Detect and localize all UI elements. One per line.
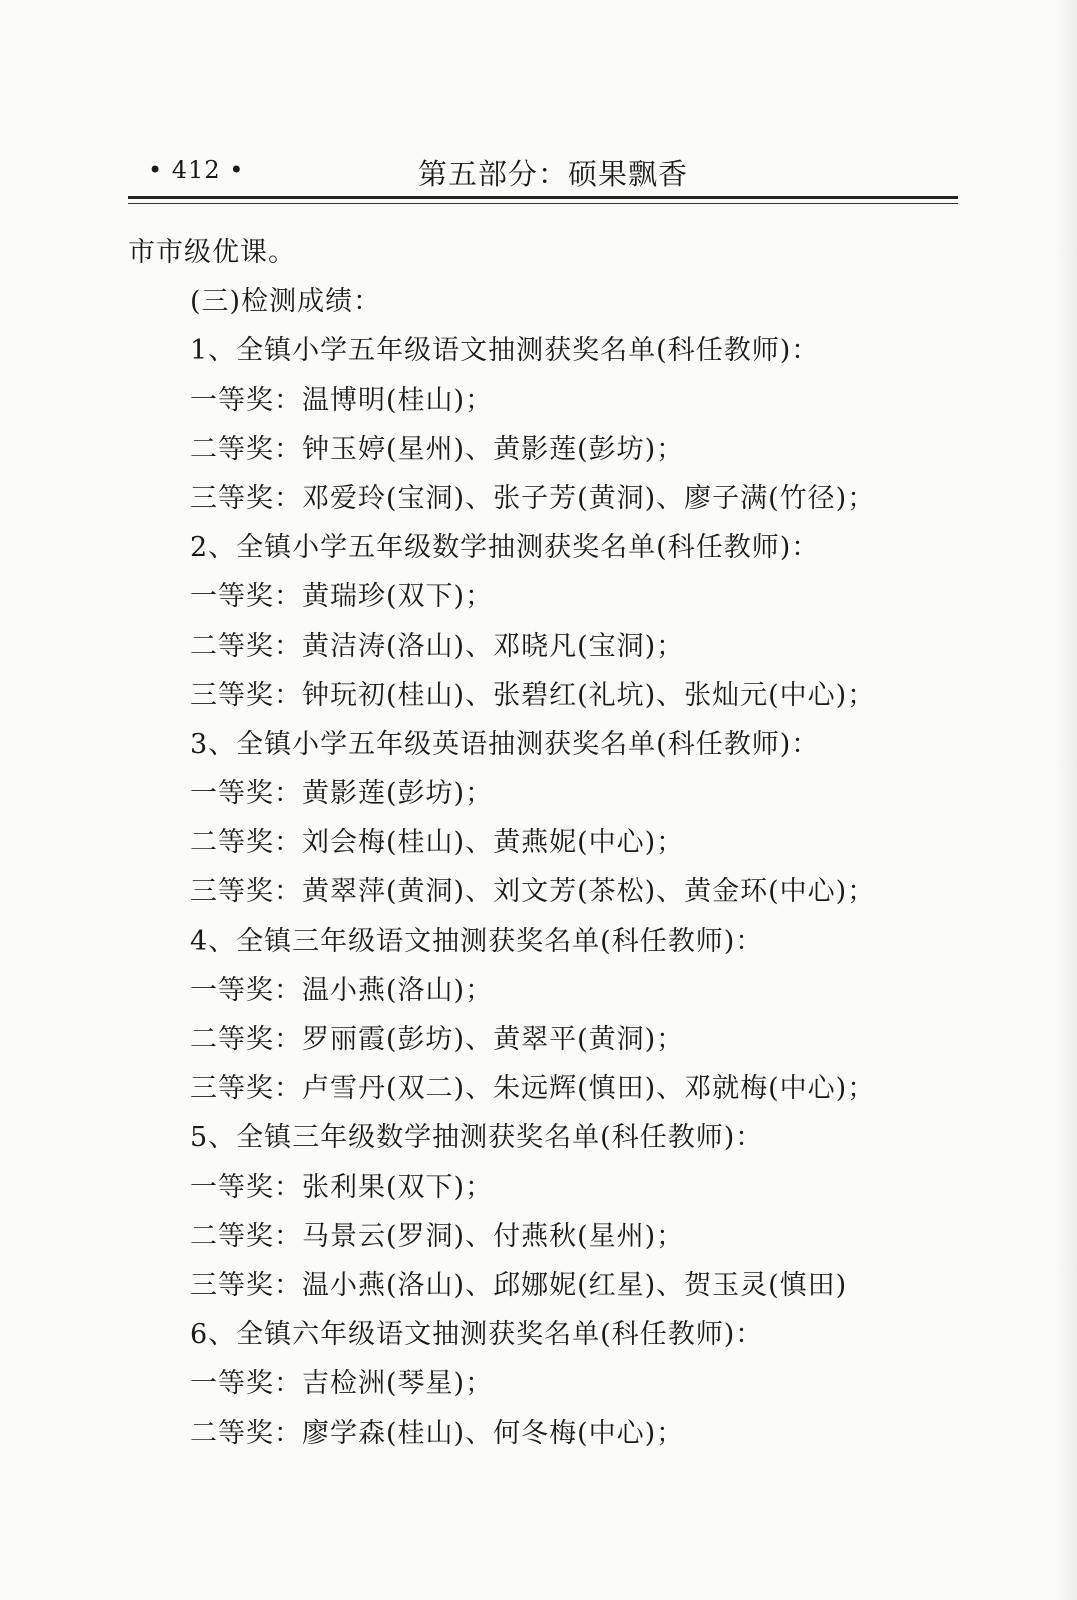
text-line: 市市级优课。	[128, 237, 296, 268]
text-line: 二等奖：钟玉婷(星州)、黄影莲(彭坊)；	[190, 433, 685, 465]
text-line: 二等奖：刘会梅(桂山)、黄燕妮(中心)；	[190, 827, 685, 859]
body-text	[128, 228, 958, 1458]
text-line: 5、全镇三年级数学抽测获奖名单(科任教师)：	[190, 1122, 764, 1154]
running-head: 第五部分：硕果飘香	[418, 157, 689, 191]
text-line: 3、全镇小学五年级英语抽测获奖名单(科任教师)：	[190, 728, 820, 760]
text-line: 三等奖：钟玩初(桂山)、张碧红(礼坑)、张灿元(中心)；	[190, 679, 876, 711]
text-line: 三等奖：温小燕(洛山)、邱娜妮(红星)、贺玉灵(慎田)	[190, 1269, 848, 1301]
text-line: 二等奖：罗丽霞(彭坊)、黄翠平(黄洞)；	[190, 1024, 685, 1055]
text-line: 二等奖：黄洁涛(洛山)、邓晓凡(宝洞)；	[190, 630, 685, 662]
text-line: 2、全镇小学五年级数学抽测获奖名单(科任教师)：	[190, 532, 820, 564]
text-line: 三等奖：邓爱玲(宝洞)、张子芳(黄洞)、廖子满(竹径)；	[190, 482, 876, 514]
page-edge-shadow	[1055, 0, 1077, 1600]
text-line: 二等奖：廖学森(桂山)、何冬梅(中心)；	[190, 1417, 685, 1449]
text-line: 一等奖：黄影莲(彭坊)；	[190, 778, 494, 810]
text-line: 一等奖：温小燕(洛山)；	[190, 974, 494, 1006]
text-line: 一等奖：黄瑞珍(双下)；	[190, 581, 494, 613]
text-line: 4、全镇三年级语文抽测获奖名单(科任教师)：	[190, 925, 764, 957]
page-number: • 412 •	[148, 156, 245, 184]
text-line: 一等奖：吉检洲(琴星)；	[190, 1368, 494, 1400]
page-header	[128, 150, 958, 190]
text-line: 一等奖：张利果(双下)；	[190, 1171, 494, 1203]
text-line: 6、全镇六年级语文抽测获奖名单(科任教师)：	[190, 1319, 764, 1351]
text-line: 一等奖：温博明(桂山)；	[190, 384, 494, 416]
header-rule-thin	[128, 203, 958, 204]
text-line: 1、全镇小学五年级语文抽测获奖名单(科任教师)：	[190, 335, 820, 367]
text-line: 二等奖：马景云(罗洞)、付燕秋(星州)；	[190, 1220, 685, 1252]
text-line: 三等奖：卢雪丹(双二)、朱远辉(慎田)、邓就梅(中心)；	[190, 1073, 876, 1105]
text-line: (三)检测成绩：	[190, 286, 382, 318]
text-line: 三等奖：黄翠萍(黄洞)、刘文芳(茶松)、黄金环(中心)；	[190, 876, 876, 908]
header-rule-thick	[128, 196, 958, 199]
